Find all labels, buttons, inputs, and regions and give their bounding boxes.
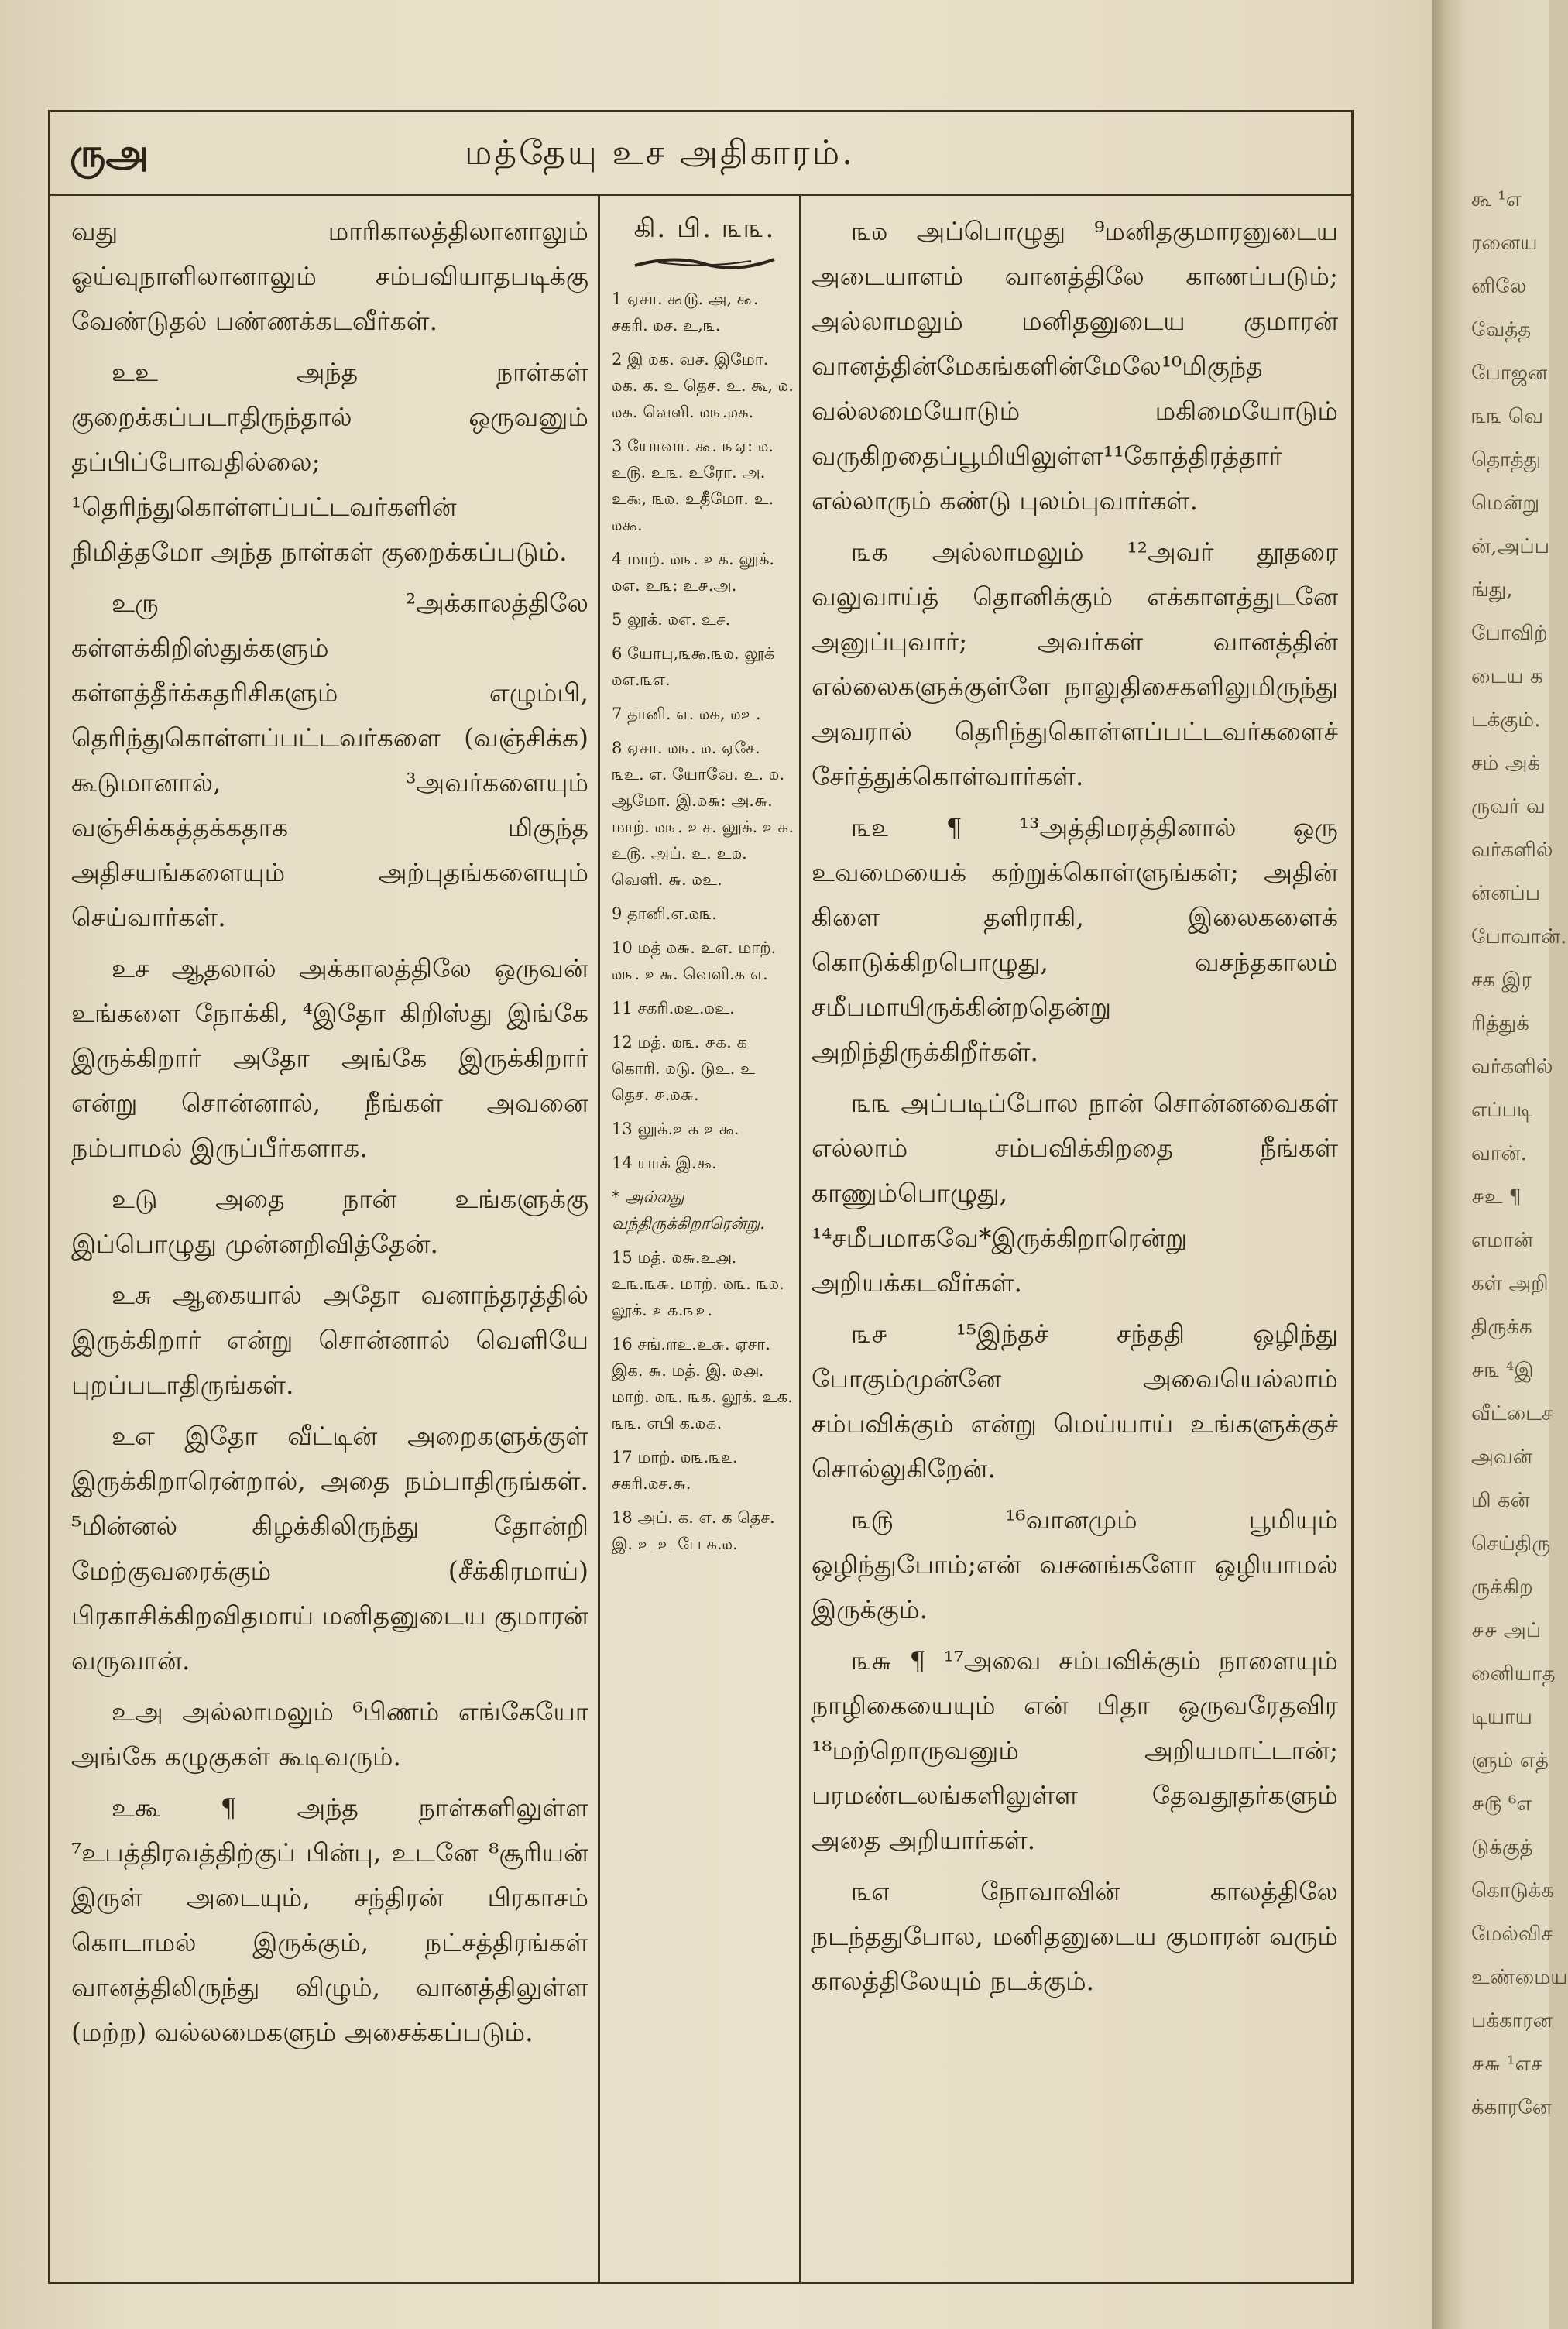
facing-page-fragment: போஜன [1471,362,1548,385]
facing-page-fragment: ௪௫ ⁶எ [1471,1792,1532,1816]
facing-page-fragment: மென்று [1471,492,1540,515]
reference-entry: 1 ஏசா. கூ௫. அ, கூ. சகரி. ௰ச. உ,௩. [612,290,759,334]
facing-page-fragment: ௪௪ அப் [1471,1619,1542,1642]
reference-entry: 14 யாக் இ.௯. [612,1154,717,1172]
facing-page-fragment: வேத்த [1471,318,1532,341]
reference-entry: 5 லூக். ௰எ. உச. [612,610,731,629]
verse-paragraph: ௩௰ அப்பொழுது ⁹மனிதகுமாரனுடைய அடையாளம் வானத்திலே காணப்படும்; அல்லாமலும் மனிதனுடைய குமாரன் வானத்தின்மேகங்களின்மேலே¹⁰மிகுந்த வல்லமையோடும் மகிமையோடும் வருகிறதைப்பூமியிலுள்ள¹¹கோத்திரத்தார் எல்லாரும் கண்டு புலம்புவார்கள். [811,216,1338,516]
page-number: ருஅ [70,130,149,176]
verse-paragraph: உரு ²அக்காலத்திலே கள்ளக்கிறிஸ்துக்களும் கள்ளத்தீர்க்கதரிசிகளும் எழும்பி, தெரிந்துகொள்ளப்பட்டவர்களை (வஞ்சிக்க) கூடுமானால், ³அவர்களையும் வஞ்சிக்கத்தக்கதாக மிகுந்த அதிசயங்களையும் அற்புதங்களையும் செய்வார்கள். [71,588,588,932]
facing-page-fragment: ரனைய [1471,232,1538,255]
facing-page-fragment: தொத்து [1471,448,1542,472]
facing-page-fragment: கள் அறி [1471,1272,1549,1295]
reference-entry: 15 மத். ௰௬.உ௮. உ௩.௩௬. மாற். ௰௩. ௩௰. லூக். உ௧.௩௨. [612,1248,784,1319]
facing-page-fragment: சக இர [1471,969,1532,992]
facing-page-fragment: ௪௬ ¹எச [1471,2053,1542,2076]
facing-page-fragment: வர்களில் [1471,1055,1553,1079]
reference-entry: 11 சகரி.௰உ.௰உ. [612,999,735,1017]
left-text-column [71,209,588,2061]
reference-entry: 8 ஏசா. ௰௩. ௰. ஏசே. ௩உ. எ. யோவே. உ. ௰. ஆமோ. இ.௰௬: அ.௬. மாற். ௰௩. உச. லூக். உ௧. உ௫. அப். உ. உ௰. வெளி. ௬. ௰உ. [612,739,794,889]
reference-entry: 12 மத். ௰௩. ௪௧. க கொரி. ௰டு. டுஉ. உ தெச. ௪.௰௬. [612,1033,756,1104]
reference-entry: 16 சங்.௱உ.உ௬. ஏசா. இக. ௬. மத். இ. ௰௮. மாற். ௰௩. ௩௧. லூக். உக. ௩௩. எபி க.௰௧. [612,1335,793,1432]
facing-page-fragment: மி கன் [1471,1489,1530,1512]
facing-page-fragment: எமான் [1471,1229,1534,1252]
verse-paragraph: ௩௪ ¹⁵இந்தச் சந்ததி ஒழிந்து போகும்முன்னே அவையெல்லாம் சம்பவிக்கும் என்று மெய்யாய் உங்களுக்குச் சொல்லுகிறேன். [811,1319,1338,1483]
reference-entry: 18 அப். க. எ. க தெச. இ. உ உ பே க.௰. [612,1508,775,1553]
reference-entry: 2 இ ௰க. வச. இமோ. ௰க. க. உ தெச. உ. கூ, ௰. ௰க. வெளி. ௰௩.௰க. [612,350,794,421]
facing-page-fragment: வீட்டைச [1471,1402,1553,1425]
facing-page-fragment: வான். [1471,1142,1527,1165]
reference-note: * அல்லது வந்திருக்கிறாரென்று. [612,1188,765,1233]
facing-page-fragment: சம் அக் [1471,752,1541,775]
verse-paragraph: ௩௫ ¹⁶வானமும் பூமியும் ஒழிந்துபோம்;என் வசனங்களோ ஒழியாமல் இருக்கும். [811,1504,1338,1624]
header-rule [48,194,1354,196]
verse-paragraph: ௩௧ அல்லாமலும் ¹²அவர் தூதரை வலுவாய்த் தொனிக்கும் எக்காளத்துடனே அனுப்புவார்; அவர்கள் வானத்தின் எல்லைகளுக்குள்ளே நாலுதிசைகளிலுமிருந்து அவரால் தெரிந்துகொள்ளப்பட்டவர்களைச் சேர்த்துக்கொள்வார்கள். [811,537,1338,791]
facing-page-fragment: டியாய [1471,1706,1532,1729]
verse-paragraph: உடு அதை நான் உங்களுக்கு இப்பொழுது முன்னறிவித்தேன். [71,1184,588,1259]
facing-page-fragment: க்காரனே [1471,2096,1552,2119]
facing-page-fragment: அவன் [1471,1446,1532,1469]
verse-paragraph: வது மாரிகாலத்திலானாலும் ஓய்வுநாளிலானாலும் சம்பவியாதபடிக்கு வேண்டுதல் பண்ணக்கடவீர்கள். [71,216,588,336]
facing-page-fragment: டைய க [1471,665,1543,688]
verse-paragraph: ௩௨ ¶ ¹³அத்திமரத்தினால் ஒரு உவமையைக் கற்றுக்கொள்ளுங்கள்; அதின் கிளை தளிராகி, இலைகளைக் கொடுக்கிறபொழுது, வசந்தகாலம் சமீபமாயிருக்கின்றதென்று அறிந்திருக்கிறீர்கள். [811,812,1338,1067]
verse-paragraph: உஎ இதோ வீட்டின் அறைகளுக்குள் இருக்கிறாரென்றால், அதை நம்பாதிருங்கள். ⁵மின்னல் கிழக்கிலிருந்து தோன்றி மேற்குவரைக்கும் (சீக்கிரமாய்) பிரகாசிக்கிறவிதமாய் மனிதனுடைய குமாரன் வருவான். [71,1421,588,1676]
facing-page-fragment: ன்னப்ப [1471,882,1541,905]
facing-page-fragment: ௪௩ ⁴இ [1471,1359,1534,1382]
verse-paragraph: உஅ அல்லாமலும் ⁶பிணம் எங்கேயோ அங்கே கழுகுகள் கூடிவரும். [71,1696,588,1772]
verse-paragraph: ௩௬ ¶ ¹⁷அவை சம்பவிக்கும் நாளையும் நாழிகையையும் என் பிதா ஒருவரேதவிர ¹⁸மற்றொருவனும் அறியமாட்டான்; பரமண்டலங்களிலுள்ள தேவதூதர்களும் அதை அறியார்கள். [811,1645,1338,1855]
facing-page-fragment: மேல்விச [1471,1923,1553,1946]
facing-page-fragment: னைியாத [1471,1662,1556,1686]
facing-page-fragment: வர்களில் [1471,839,1553,862]
cross-reference-column [612,213,798,1565]
facing-page-fragment: பக்காரன [1471,2009,1553,2032]
verse-paragraph: உச ஆதலால் அக்காலத்திலே ஒருவன் உங்களை நோக்கி, ⁴இதோ கிறிஸ்து இங்கே இருக்கிறார் அதோ அங்கே இருக்கிறார் என்று சொன்னால், நீங்கள் அவனை நம்பாமல் இருப்பீர்களாக. [71,953,588,1163]
facing-page-fragment: கொடுக்க [1471,1879,1554,1902]
facing-page-fragment: போவிற் [1471,622,1548,645]
reference-entry: 9 தானி.எ.௰௩. [612,904,717,923]
facing-page-fragment: ன்,அப்ப [1471,535,1550,558]
facing-page-fragment: ருவர் வ [1471,795,1546,818]
facing-page-fragment: ௪உ ¶ [1471,1185,1522,1209]
facing-page-fragment: ங்து, [1471,578,1513,602]
facing-page-fragment: ரித்துக் [1471,1012,1529,1035]
reference-entry: 17 மாற். ௰௩.௩௨. சகரி.௰ச.௬. [612,1448,738,1493]
facing-page-fragment: செய்திரு [1471,1532,1551,1556]
facing-page-fragment: எப்படி [1471,1099,1533,1122]
facing-page-fragment: டுக்குத் [1471,1836,1533,1859]
reference-entry: 4 மாற். ௰௩. உக. லூக். ௰எ. உ௩: உ௪.அ. [612,550,775,595]
ornament-swash-icon [627,252,782,275]
verse-paragraph: ௩௩ அப்படிப்போல நான் சொன்னவைகள் எல்லாம் சம்பவிக்கிறதை நீங்கள் காணும்பொழுது, ¹⁴சமீபமாகவே*இருக்கிறாரென்று அறியக்கடவீர்கள். [811,1088,1338,1298]
verse-paragraph: உஉ அந்த நாள்கள் குறைக்கப்படாதிருந்தால் ஒருவனும் தப்பிப்போவதில்லை; ¹தெரிந்துகொள்ளப்பட்டவர்களின் நிமித்தமோ அந்த நாள்கள் குறைக்கப்படும். [71,357,588,567]
facing-page-fragment: ளும் எத் [1471,1749,1549,1772]
facing-page-edge [1471,178,1568,2129]
facing-page-fragment: உண்மைய [1471,1966,1568,1989]
verse-paragraph: உகூ ¶ அந்த நாள்களிலுள்ள ⁷உபத்திரவத்திற்குப் பின்பு, உடனே ⁸சூரியன் இருள் அடையும், சந்திரன் பிரகாசம் கொடாமல் இருக்கும், நட்சத்திரங்கள் வானத்திலிருந்து விழும், வானத்திலுள்ள (மற்ற) வல்லமைகளும் அசைக்கப்படும். [71,1792,588,2047]
reference-entry: 6 யோபு,௩௯.௩௰. லூக் ௰எ.௩எ. [612,644,775,689]
right-text-column [811,209,1338,2010]
reference-heading: கி. பி. ௩௩. [633,213,776,244]
facing-page-fragment: டக்கும். [1471,708,1541,732]
facing-page-fragment: போவான். [1471,925,1567,948]
column-divider-right [799,196,801,2284]
reference-entry: 7 தானி. எ. ௰க, ௰உ. [612,705,761,723]
column-divider-left [598,196,600,2284]
facing-page-fragment: கூ ¹எ [1471,188,1522,211]
facing-page-fragment: னிலே [1471,275,1527,298]
facing-page-fragment: திருக்க [1471,1315,1532,1339]
verse-paragraph: உசு ஆகையால் அதோ வனாந்தரத்தில் இருக்கிறார் என்று சொன்னால் வெளியே புறப்படாதிருங்கள். [71,1280,588,1400]
running-title: மத்தேயு உச அதிகாரம். [465,133,856,173]
facing-page-fragment: ௩௩ வெ [1471,405,1543,428]
reference-entry: 13 லூக்.உ௧ உ௯. [612,1120,739,1138]
facing-page-fragment: ருக்கிற [1471,1576,1533,1599]
reference-entry: 3 யோவா. கூ. ௩ஏ: ௰. உ௫. உ௩. உரோ. அ. உ௯, ௩௰. உதீமோ. உ. ௰௯. [612,437,774,534]
reference-entry: 10 மத் ௰௬. உஎ. மாற். ௰௩. உ௬. வெளி.க எ. [612,938,777,983]
verse-paragraph: ௩௭ நோவாவின் காலத்திலே நடந்ததுபோல, மனிதனுடைய குமாரன் வரும் காலத்திலேயும் நடக்கும். [811,1876,1338,1996]
